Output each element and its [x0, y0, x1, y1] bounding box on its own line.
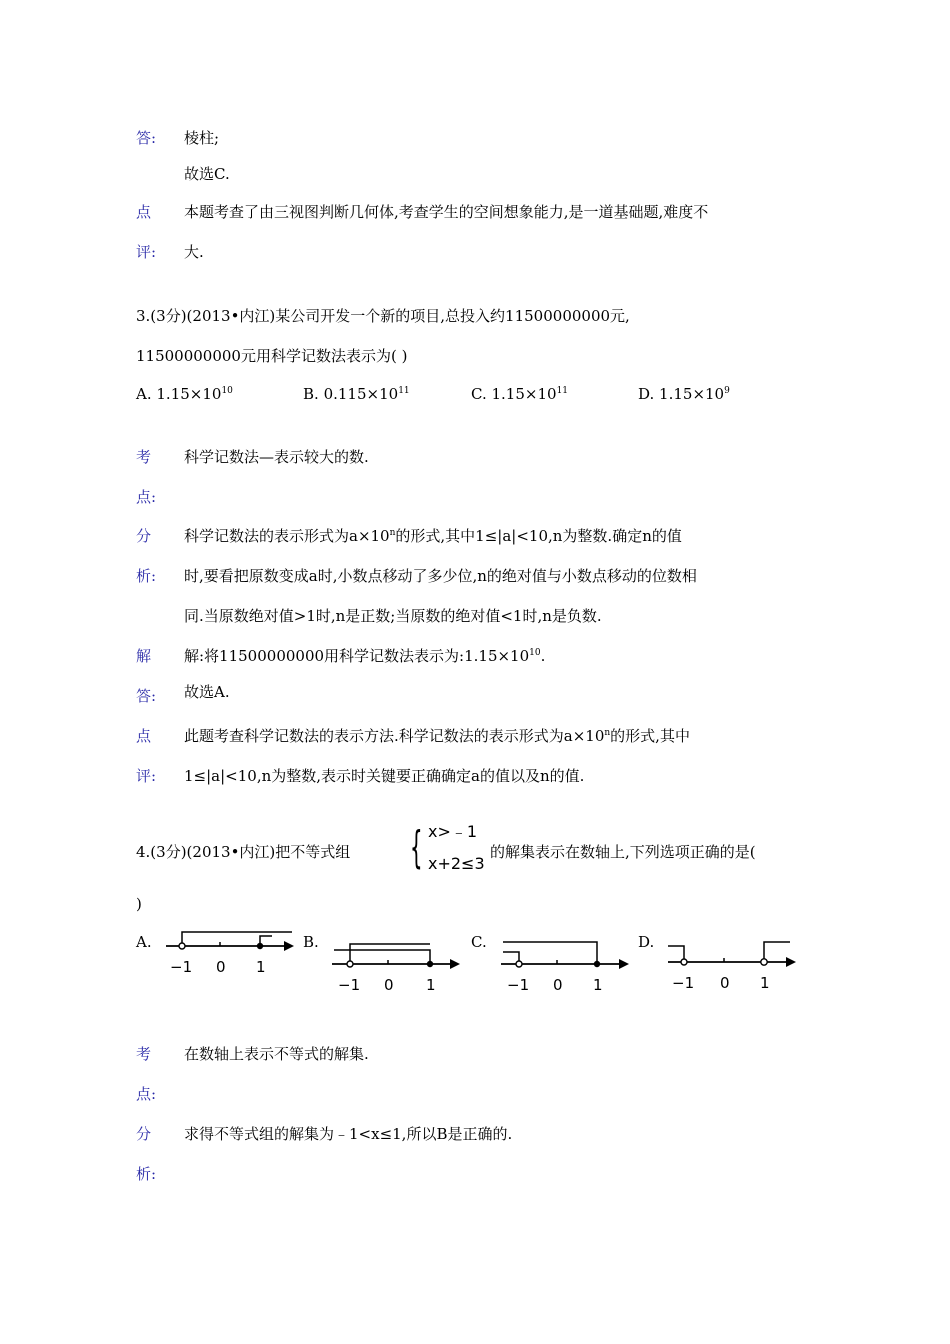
q2-comment-line1: 本题考查了由三视图判断几何体,考查学生的空间想象能力,是一道基础题,难度不 [184, 203, 709, 221]
q3-fenxi-label-2: 析: [136, 567, 157, 585]
open-dot [179, 943, 185, 949]
tick-label-1: 1 [256, 958, 266, 976]
q3-dianping-line1: 此题考查科学记数法的表示方法.科学记数法的表示形式为$a\times 10^n$的形式,其中 [184, 727, 690, 745]
solution-bracket-left [182, 932, 292, 946]
q2-answer-line2: 故选C. [184, 165, 230, 183]
q3-option-c [471, 384, 568, 404]
q3-stem-line1: 3.(3分)(2013•内江)某公司开发一个新的项目,总投入约11500000000元, [136, 307, 630, 325]
q4-system-brace: { [410, 822, 423, 873]
q4-stem-b: 的解集表示在数轴上,下列选项正确的是( [490, 843, 756, 861]
open-dot-right [761, 959, 767, 965]
option-mantissa: 0.115×10 [323, 385, 399, 403]
q3-dianping-label-1: 点 [136, 727, 152, 745]
q4-option-d-letter: D. [638, 933, 655, 951]
q4-option-d-numberline [662, 936, 802, 996]
closed-dot [427, 961, 433, 967]
q3-jieda-line1: 解:将11500000000用科学记数法表示为$:1.15\times 10^{10}$. [184, 647, 546, 665]
option-mantissa: 1.15×10 [659, 385, 725, 403]
q4-kaodian-label-1: 考 [136, 1045, 152, 1063]
q3-fenxi-line3: 同.当原数绝对值>1时,n是正数;当原数的绝对值<1时,n是负数. [184, 607, 602, 625]
option-letter: D. [638, 385, 655, 403]
q4-option-a-letter: A. [136, 933, 152, 951]
solution-bracket-top [503, 942, 597, 964]
closed-dot [257, 943, 263, 949]
q4-fenxi-label-1: 分 [136, 1125, 152, 1143]
tick-label-1: 1 [593, 976, 603, 994]
q3-kaodian-label-1: 考 [136, 448, 152, 466]
option-exponent: 10 [221, 386, 233, 396]
open-dot [347, 961, 353, 967]
q4-option-b-letter: B. [303, 933, 319, 951]
q2-answer-line1: 棱柱; [184, 129, 220, 147]
axis-arrow [450, 959, 460, 969]
q2-comment-label-2: 评: [136, 243, 157, 261]
option-exponent: 9 [724, 386, 730, 396]
q2-comment-label-1: 点 [136, 203, 152, 221]
q4-fenxi-label-2: 析: [136, 1165, 157, 1183]
tick-label-0: 0 [216, 958, 226, 976]
option-mantissa: 1.15×10 [156, 385, 222, 403]
q4-kaodian: 在数轴上表示不等式的解集. [184, 1045, 369, 1063]
q3-jieda-label-1: 解 [136, 647, 152, 665]
axis-arrow [284, 941, 294, 951]
q4-option-c-numberline [495, 938, 635, 998]
q3-stem-line2: 11500000000元用科学记数法表示为( ) [136, 347, 408, 365]
open-dot [516, 961, 522, 967]
q3-fenxi-line1: 科学记数法的表示形式为$a\times 10^n$的形式,其中1≤|a|<10,n为整数.确定n的值 [184, 527, 682, 545]
q4-stem-close: ) [136, 895, 142, 913]
tick-label-neg1: −1 [338, 976, 361, 994]
q3-fenxi-line2: 时,要看把原数变成a时,小数点移动了多少位,n的绝对值与小数点移动的位数相 [184, 567, 697, 585]
option-letter: A. [136, 385, 152, 403]
q3-dianping-line2: 1≤|a|<10,n为整数,表示时关键要正确确定a的值以及n的值. [184, 767, 585, 785]
option-letter: B. [303, 385, 319, 403]
q4-stem-a: 4.(3分)(2013•内江)把不等式组 [136, 843, 351, 861]
q4-option-a-numberline [160, 924, 300, 984]
option-mantissa: 1.15×10 [491, 385, 557, 403]
q3-option-d [638, 384, 730, 404]
axis-arrow [619, 959, 629, 969]
q2-answer-label: 答: [136, 129, 157, 147]
q3-option-a [136, 384, 233, 404]
solution-bracket-top [350, 944, 430, 964]
q4-option-c-letter: C. [471, 933, 487, 951]
open-dot [681, 959, 687, 965]
axis-arrow [786, 957, 796, 967]
q3-dianping-label-2: 评: [136, 767, 157, 785]
option-exponent: 11 [556, 386, 569, 396]
q2-comment-line2: 大. [184, 243, 204, 261]
q4-inequality-1: x>﹣1 [428, 822, 478, 841]
tick-label-0: 0 [553, 976, 563, 994]
tick-label-neg1: −1 [170, 958, 193, 976]
tick-label-0: 0 [384, 976, 394, 994]
q3-jieda-line2: 故选A. [184, 683, 230, 701]
tick-label-neg1: −1 [672, 974, 695, 992]
tick-label-1: 1 [760, 974, 770, 992]
q3-jieda-label-2: 答: [136, 687, 157, 705]
tick-label-1: 1 [426, 976, 436, 994]
q3-option-b [303, 384, 410, 404]
q4-fenxi: 求得不等式组的解集为﹣1<x≤1,所以B是正确的. [184, 1125, 513, 1143]
q4-inequality-2: x+2≤3 [428, 854, 485, 873]
q4-kaodian-label-2: 点: [136, 1085, 157, 1103]
closed-dot [594, 961, 600, 967]
tick-label-neg1: −1 [507, 976, 530, 994]
q4-option-b-numberline [326, 938, 466, 998]
option-letter: C. [471, 385, 487, 403]
tick-label-0: 0 [720, 974, 730, 992]
q3-fenxi-label-1: 分 [136, 527, 152, 545]
q3-kaodian: 科学记数法—表示较大的数. [184, 448, 369, 466]
option-exponent: 11 [398, 386, 410, 396]
q3-kaodian-label-2: 点: [136, 488, 157, 506]
